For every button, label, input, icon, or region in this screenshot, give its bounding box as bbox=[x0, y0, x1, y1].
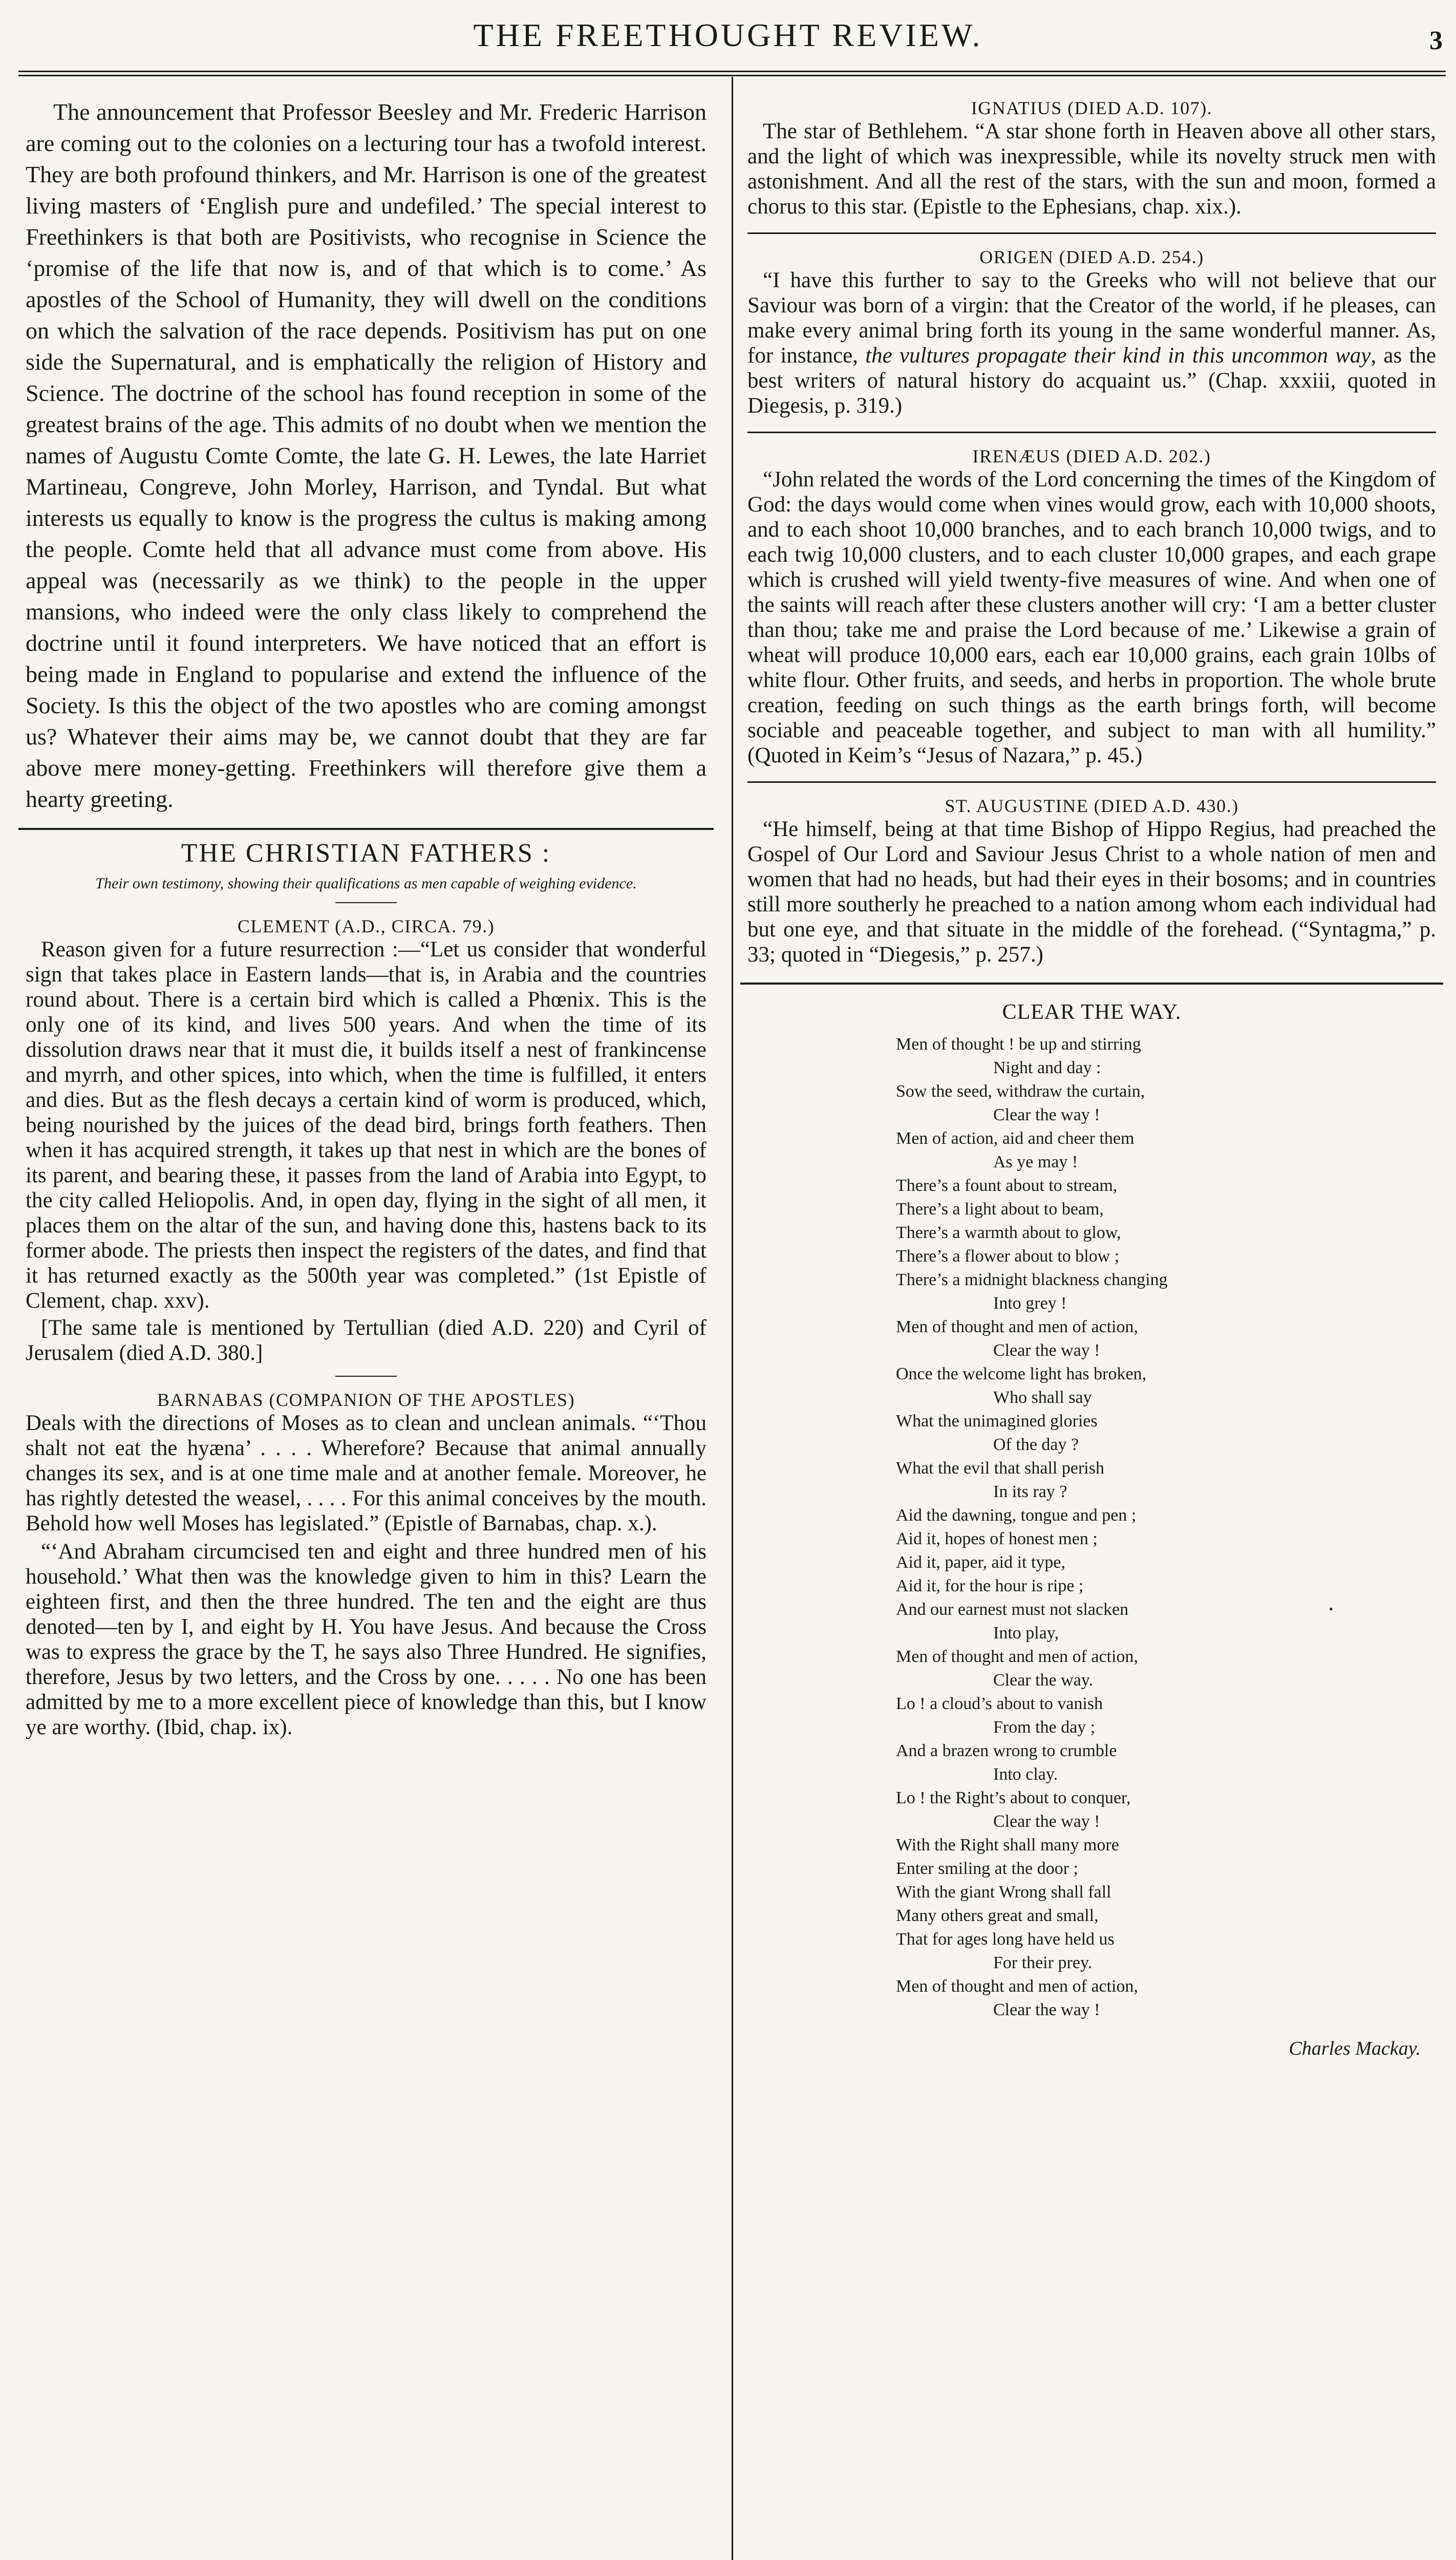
poem-line: Lo ! the Right’s about to conquer, bbox=[896, 1788, 1131, 1807]
poem-line: Into grey ! bbox=[993, 1294, 1067, 1313]
short-rule bbox=[335, 902, 397, 903]
poem-line: Aid it, hopes of honest men ; bbox=[896, 1529, 1098, 1548]
poem-line: With the giant Wrong shall fall bbox=[896, 1883, 1111, 1902]
poem-title: CLEAR THE WAY. bbox=[1002, 1000, 1182, 1024]
poem-line: That for ages long have held us bbox=[896, 1930, 1115, 1949]
poem-line: Into clay. bbox=[993, 1765, 1058, 1784]
section-title: THE CHRISTIAN FATHERS : bbox=[181, 839, 551, 868]
poem-line: There’s a flower about to blow ; bbox=[896, 1247, 1120, 1266]
entry-rule bbox=[747, 781, 1436, 783]
poem-line: Lo ! a cloud’s about to vanish bbox=[896, 1694, 1103, 1713]
augustine-text: “He himself, being at that time Bishop of Hippo Regius, had preached the Gospel of Our Lord and Saviour Jesus Christ to a whole nation of men and women that had no heads, but had their eyes in their bosoms; and in countries still more southerly he preached to a nation among whom each individual had but one eye, and that situate in the middle of the forehead. (“Syntagma,” p. 33; quoted in “Diegesis,” p. 257.) bbox=[747, 817, 1436, 967]
entry-rule bbox=[747, 232, 1436, 234]
ignatius-text: The star of Bethlehem. “A star shone forth in Heaven above all other stars, and the light of which was inexpressible, while its novelty struck men with astonishment. And all the rest of the stars, with the sun and moon, formed a chorus to this star. (Epistle to the Ephesians, chap. xix.). bbox=[747, 119, 1436, 219]
poem-line: Men of thought and men of action, bbox=[896, 1317, 1139, 1336]
poem-line: There’s a warmth about to glow, bbox=[896, 1223, 1121, 1242]
poem-line: Aid it, paper, aid it type, bbox=[896, 1553, 1066, 1572]
poem-line: As ye may ! bbox=[993, 1153, 1078, 1171]
poem-line: Men of thought ! be up and stirring bbox=[896, 1035, 1141, 1054]
poem-line: Clear the way ! bbox=[993, 1812, 1100, 1831]
entry-rule bbox=[747, 432, 1436, 433]
poem-rule bbox=[740, 983, 1443, 985]
poem-line: Clear the way ! bbox=[993, 1341, 1100, 1360]
barnabas-text-2: “‘And Abraham circumcised ten and eight and three hundred men of his household.’ What then was the knowledge given to him in this? Learn the eighteen first, and then the three hundred. The ten and the eight are thus denoted—ten by I, and eight by H. You have Jesus. And because the Cross was to express the grace by the T, he says also Three Hundred. He signifies, therefore, Jesus by two letters, and the Cross by one. . . . . No one has been admitted by me to a more excellent piece of knowledge than this, but I know ye are worthy. (Ibid, chap. ix). bbox=[26, 1540, 706, 1739]
poem-line: Sow the seed, withdraw the curtain, bbox=[896, 1082, 1145, 1101]
poem-line: Men of thought and men of action, bbox=[896, 1977, 1139, 1996]
irenaeus-text: “John related the words of the Lord concerning the times of the Kingdom of God: the days would come when vines would grow, each with 10,000 shoots, and to each shoot 10,000 branches, and to each branch 10,000 twigs, and to each twig 10,000 clusters, and to each cluster 10,000 grapes, and each grape which is crushed will yield twenty-five measures of wine. And when one of the saints will reach after these clusters another will cry: ‘I am a better cluster than thou; take me and praise the Lord because of me.’ Likewise a grain of wheat will produce 10,000 ears, each ear 10,000 grains, each grain 10lbs of white flour. Other fruits, and seeds, and herbs in proportion. The whole brute creation, feeding on such things as the earth brings forth, will become sociable and peaceable together, and subject to man with all humility.” (Quoted in Keim’s “Jesus of Nazara,” p. 45.) bbox=[747, 467, 1436, 767]
poem-author: Charles Mackay. bbox=[1289, 2038, 1421, 2059]
poem-line: Clear the way ! bbox=[993, 2000, 1100, 2019]
left-column bbox=[26, 77, 706, 1740]
poem-line: From the day ; bbox=[993, 1718, 1096, 1737]
poem-line: Enter smiling at the door ; bbox=[896, 1859, 1078, 1878]
poem-line: Aid the dawning, tongue and pen ; bbox=[896, 1506, 1137, 1525]
section-subtitle: Their own testimony, showing their qualifications as men capable of weighing evidence. bbox=[95, 875, 637, 892]
poem-line: Clear the way. bbox=[993, 1671, 1094, 1690]
poem-line: Who shall say bbox=[993, 1388, 1092, 1407]
poem-line: Once the welcome light has broken, bbox=[896, 1364, 1147, 1383]
origen-text-start: “I have this further to say to the Greeks who will not believe that our Saviour was born of a virgin: that the Creator of the world, if he pleases, can make every animal bring forth its young in the same wonderful manner. As, for instance, bbox=[747, 268, 1436, 368]
origen-text-end: , as the best writers of natural history do acquaint us.” (Chap. xxxiii, quoted in Diegesis, p. 319.) bbox=[747, 344, 1437, 418]
poem-line: What the evil that shall perish bbox=[896, 1459, 1104, 1478]
poem-line: What the unimagined glories bbox=[896, 1412, 1098, 1431]
irenaeus-heading: IRENÆUS (DIED A.D. 202.) bbox=[972, 446, 1211, 466]
poem-line: And a brazen wrong to crumble bbox=[896, 1741, 1117, 1760]
page-number: 3 bbox=[1429, 26, 1443, 55]
publication-title: THE FREETHOUGHT REVIEW. bbox=[473, 17, 983, 53]
poem-line: Clear the way ! bbox=[993, 1105, 1100, 1124]
poem-line: In its ray ? bbox=[993, 1482, 1067, 1501]
poem-line: There’s a fount about to stream, bbox=[896, 1176, 1118, 1195]
poem-body bbox=[747, 1033, 1436, 2022]
column-divider bbox=[732, 77, 733, 2560]
right-column bbox=[747, 77, 1436, 2060]
clement-note: [The same tale is mentioned by Tertullian (died A.D. 220) and Cyril of Jerusalem (died A.D. 380.] bbox=[26, 1316, 706, 1365]
origen-text bbox=[747, 268, 1436, 418]
section-rule bbox=[18, 828, 714, 830]
poem-line: With the Right shall many more bbox=[896, 1836, 1119, 1854]
augustine-heading: ST. AUGUSTINE (DIED A.D. 430.) bbox=[945, 796, 1239, 816]
origen-heading: ORIGEN (DIED A.D. 254.) bbox=[979, 247, 1204, 267]
poem-line: Of the day ? bbox=[993, 1435, 1079, 1454]
poem-line: Aid it, for the hour is ripe ; bbox=[896, 1576, 1084, 1595]
poem-line: For their prey. bbox=[993, 1953, 1093, 1972]
intro-paragraph: The announcement that Professor Beesley and Mr. Frederic Harrison are coming out to the colonies on a lecturing tour has a twofold interest. They are both profound thinkers, and Mr. Harrison is one of the greatest living masters of ‘English pure and undefiled.’ The special interest to Freethinkers is that both are Positivists, who recognise in Science the ‘promise of the life that now is, and of that which is to come.’ As apostles of the School of Humanity, they will dwell on the conditions on which the salvation of the race depends. Positivism has put on one side the Supernatural, and is emphatically the religion of History and Science. The doctrine of the school has found reception in some of the greatest brains of the age. This admits of no doubt when we mention the names of Augustu Comte Comte, the late G. H. Lewes, the late Harriet Martineau, Congreve, John Morley, Harrison, and Tyndal. But what interests us equally to know is the progress the cultus is making among the people. Comte held that all advance must come from above. His appeal was (necessarily as we think) to the people in the upper mansions, who indeed were the only class likely to comprehend the doctrine until it found interpreters. We have noticed that an effort is being made in England to popularise and extend the influence of the Society. Is this the object of the two apostles who are coming amongst us? Whatever their aims may be, we cannot doubt that they are far above mere money-getting. Freethinkers will therefore give them a hearty greeting. bbox=[26, 99, 706, 812]
header-double-rule bbox=[18, 71, 1446, 76]
poem-line: Many others great and small, bbox=[896, 1906, 1099, 1925]
barnabas-text-1: Deals with the directions of Moses as to clean and unclean animals. “‘Thou shalt not eat the hyæna’ . . . . Wherefore? Because that animal annually changes its sex, and is at one time male and at another female. Moreover, he has rightly detested the weasel, . . . . For this animal conceives by the mouth. Behold how well Moses has legislated.” (Epistle of Barnabas, chap. x.). bbox=[26, 1411, 706, 1535]
masthead bbox=[0, 11, 1456, 62]
barnabas-heading: BARNABAS (COMPANION OF THE APOSTLES) bbox=[157, 1390, 575, 1410]
short-rule bbox=[335, 1376, 397, 1377]
clement-text: Reason given for a future resurrection :—“Let us consider that wonderful sign that takes place in Eastern lands—that is, in Arabia and the countries round about. There is a certain bird which is called a Phœnix. This is the only one of its kind, and lives 500 years. And when the time of its dissolution draws near that it must die, it builds itself a nest of frankincense and myrrh, and other spices, into which, when the time is fulfilled, it enters and dies. But as the flesh decays a certain kind of worm is produced, which, being nourished by the juices of the dead bird, brings forth feathers. Then when it has acquired strength, it takes up that nest in which are the bones of its parent, and bearing these, it passes from the land of Arabia into Egypt, to the city called Heliopolis. And, in open day, flying in the sight of all men, it places them on the altar of the sun, and having done this, hastens back to its former abode. The priests then inspect the registers of the dates, and find that it has returned exactly as the 500th year was completed.” (1st Epistle of Clement, chap. xxv). bbox=[26, 937, 706, 1313]
poem-line: There’s a midnight blackness changing bbox=[896, 1270, 1168, 1289]
poem-line: And our earnest must not slacken bbox=[896, 1600, 1129, 1619]
poem-line: Night and day : bbox=[993, 1058, 1101, 1077]
clement-heading: CLEMENT (A.D., CIRCA. 79.) bbox=[237, 916, 495, 936]
poem-line: Men of action, aid and cheer them bbox=[896, 1129, 1134, 1148]
poem-line: Men of thought and men of action, bbox=[896, 1647, 1139, 1666]
poem-line: There’s a light about to beam, bbox=[896, 1200, 1104, 1219]
ignatius-heading: IGNATIUS (DIED A.D. 107). bbox=[971, 98, 1213, 118]
ink-speck: • bbox=[1329, 1603, 1333, 1615]
origen-text-italic: the vultures propagate their kind in this uncommon way bbox=[865, 344, 1371, 368]
poem-line: Into play, bbox=[993, 1624, 1059, 1642]
